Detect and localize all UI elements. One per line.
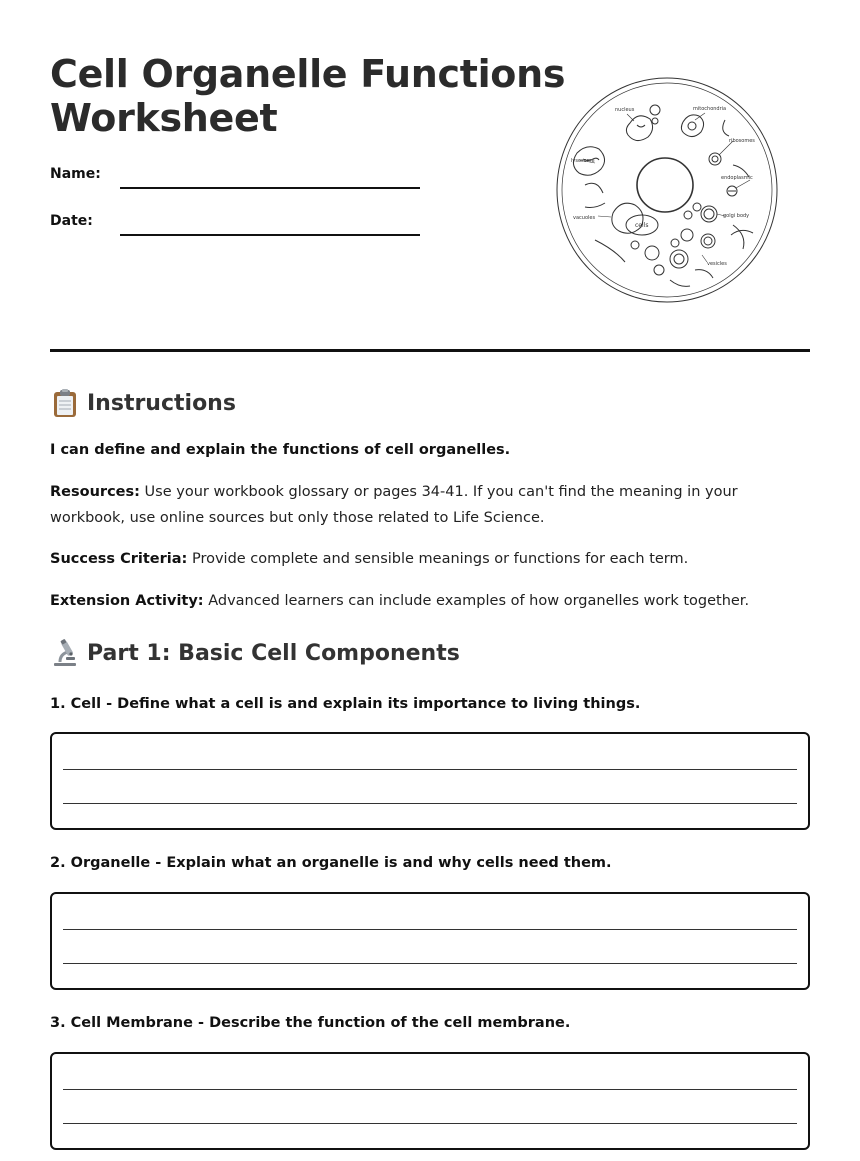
clipboard-icon <box>50 388 80 418</box>
svg-text:vesicles: vesicles <box>707 261 727 267</box>
answer-line <box>63 963 797 964</box>
extension-activity-text: Advanced learners can include examples of how organelles work together. <box>203 593 750 609</box>
svg-text:cells: cells <box>635 222 649 229</box>
part1-heading-text: Part 1: Basic Cell Components <box>87 640 460 666</box>
part1-heading <box>50 638 460 668</box>
answer-line <box>63 1089 797 1090</box>
question-1-answer-box[interactable] <box>50 732 810 830</box>
title-line-2: Worksheet <box>50 96 278 140</box>
instructions-heading-text: Instructions <box>87 390 236 416</box>
resources-paragraph <box>50 479 810 531</box>
answer-line <box>63 1123 797 1124</box>
svg-text:mitochondria: mitochondria <box>693 106 727 112</box>
question-2-answer-box[interactable] <box>50 892 810 990</box>
name-field[interactable] <box>120 187 420 189</box>
answer-line <box>63 803 797 804</box>
name-label: Name: <box>50 166 101 182</box>
svg-text:vacuoles: vacuoles <box>573 215 596 221</box>
svg-text:endoplasmic: endoplasmic <box>721 175 753 181</box>
cell-diagram-image <box>555 75 780 305</box>
question-3-answer-box[interactable] <box>50 1052 810 1150</box>
answer-line <box>63 769 797 770</box>
svg-text:lysosome: lysosome <box>571 158 595 164</box>
resources-label: Resources: <box>50 484 140 500</box>
instructions-heading <box>50 388 236 418</box>
header-divider <box>50 349 810 352</box>
success-criteria-paragraph <box>50 546 810 572</box>
svg-text:golgi body: golgi body <box>723 213 750 219</box>
date-label: Date: <box>50 213 93 229</box>
page-title <box>50 52 565 140</box>
svg-text:nucleus: nucleus <box>615 107 635 113</box>
resources-text: Use your workbook glossary or pages 34-41. If you can't find the meaning in your workbook, use online sources but only those related to Life Science. <box>50 484 738 526</box>
objective-text: I can define and explain the functions of cell organelles. <box>50 442 511 458</box>
answer-line <box>63 929 797 930</box>
svg-text:ribosomes: ribosomes <box>729 138 755 144</box>
date-field[interactable] <box>120 234 420 236</box>
microscope-icon <box>50 638 80 668</box>
question-2-label: 2. Organelle - Explain what an organelle is and why cells need them. <box>50 855 612 871</box>
question-1-label: 1. Cell - Define what a cell is and explain its importance to living things. <box>50 696 641 712</box>
title-line-1: Cell Organelle Functions <box>50 52 566 96</box>
extension-activity-label: Extension Activity: <box>50 593 204 609</box>
success-criteria-text: Provide complete and sensible meanings or functions for each term. <box>187 551 689 567</box>
extension-activity-paragraph <box>50 588 810 614</box>
question-3-label: 3. Cell Membrane - Describe the function of the cell membrane. <box>50 1015 571 1031</box>
success-criteria-label: Success Criteria: <box>50 551 188 567</box>
learning-objective <box>50 437 810 463</box>
